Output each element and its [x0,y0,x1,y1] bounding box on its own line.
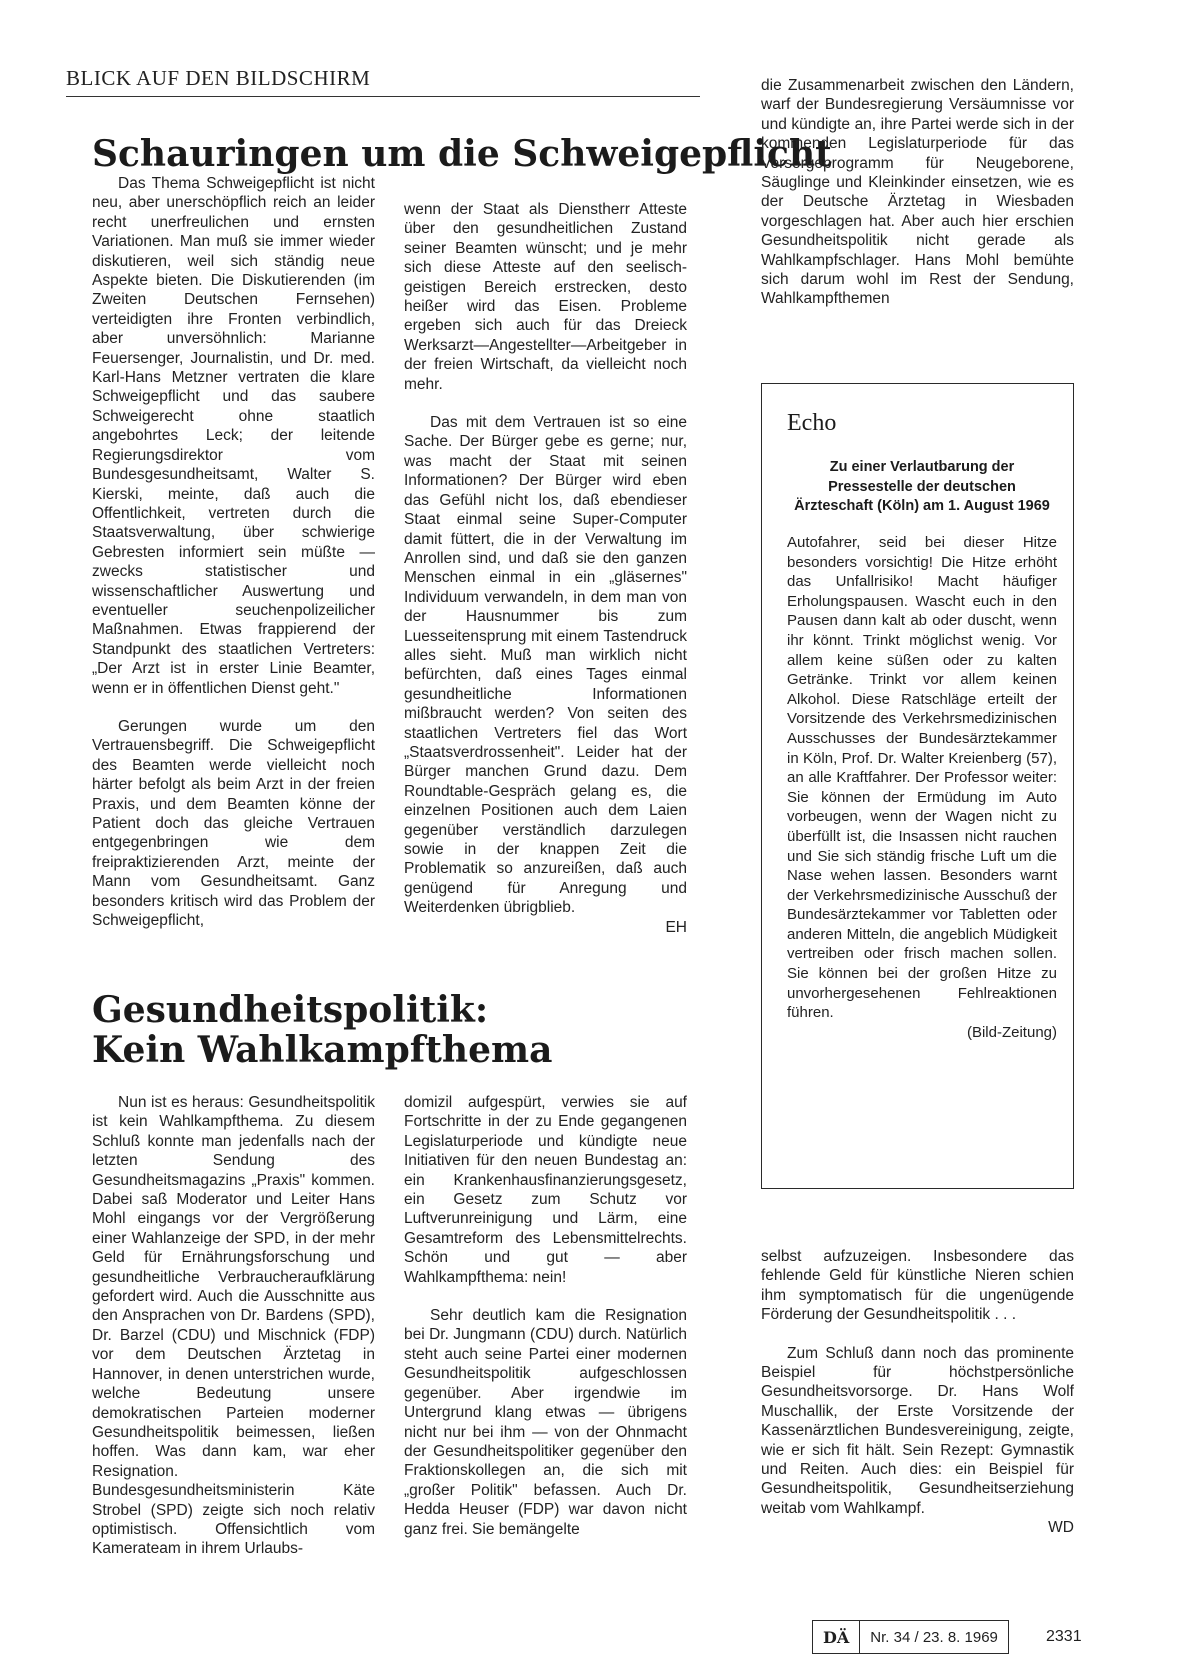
article1-signature: EH [665,918,687,936]
echo-body-container [787,533,1057,1042]
section-kicker: BLICK AUF DEN BILDSCHIRM [66,66,371,90]
article1-column1 [92,174,375,930]
issue-label: Nr. 34 / 23. 8. 1969 [870,1628,998,1646]
article2-title-line1: Gesundheitspolitik: [92,989,489,1031]
article2-column3-top [761,76,1074,309]
article1-title: Schauringen um die Schweigepflicht [92,133,832,175]
article2-column2 [404,1093,687,1539]
article1-column2 [404,200,687,937]
page-number: 2331 [1046,1628,1082,1645]
kicker-divider [66,96,700,97]
article1-col2-para2: Das mit dem Vertrauen ist so eine Sache. Der Bürger gebe es gerne; nur, was macht der Staat mit seinen Informationen? Der Bürger wird eben das Gefühl nicht los, daß ebendieser Staat einmal seine Super-Computer damit füttert, die in der Verwaltung im Anrollen sind, und daß sie den ganzen Menschen einmal in ein „gläsernes" Individuum verwandeln, in dem man von der Hausnummer bis zum Luesseitensprung mit einem Tastendruck alles sieht. Muß man wirklich nicht befürchten, daß eines Tages einmal gesundheitliche Informationen mißbraucht werden? Von seiten des staatlichen Vertreters fiel das Wort „Staatsverdrossenheit". Leider hat der Bürger manchen Grund dazu. Dem Roundtable-Gespräch gelang es, die einzelnen Positionen auch dem Laien gegenüber verständlich darzulegen sowie in der knappen Zeit die Problematik so anzureißen, daß auch genügend für Anregung und Weiterdenken übrigblieb. [404,414,687,917]
article1-col2-para1: wenn der Staat als Dienstherr Atteste über den gesundheitlichen Zustand seiner Beamten wünscht; und je mehr sich diese Atteste auf den seelisch-geistigen Bereich erstrecken, desto heißer wird das Eisen. Probleme ergeben sich auch für das Dreieck Werksarzt—Angestellter—Arbeitgeber in der freien Wirtschaft, da vielleicht noch mehr. [404,201,687,393]
article1-col1-para2: Gerungen wurde um den Vertrauensbegriff. Die Schweigepflicht des Beamten werde vielleicht noch härter befolgt als beim Arzt in der freien Praxis, und dem Beamten könne der Patient doch das gleiche Vertrauen entgegenbringen wie dem freipraktizierenden Arzt, meinte der Mann vom Gesundheitsamt. Ganz besonders kritisch wird das Problem der Schweigepflicht, [92,717,375,930]
article2-col2-para1: domizil aufgespürt, verwies sie auf Fortschritte in der zu Ende gegangenen Legislaturperiode und kündigte neue Initiativen für den neuen Bundestag an: ein Krankenhausfinanzierungsgesetz, ein Gesetz zum Schutz vor Luftverunreinigung und Lärm, eine Gesamtreform des Lebensmittelrechts. Schön und gut — aber Wahlkampfthema: nein! [404,1094,687,1286]
article2-col2-para2: Sehr deutlich kam die Resignation bei Dr. Jungmann (CDU) durch. Natürlich steht auch seine Partei einer modernen Gesundheitspolitik aufgeschlossen gegenüber. Aber irgendwie im Untergrund klang etwas — übrigens nicht nur bei ihm — von der Ohnmacht der Gesundheitspolitiker gegenüber den Fraktionskollegen an, die sich mit „großer Politik" befassen. Auch Dr. Hedda Heuser (FDP) war davon nicht ganz frei. Sie bemängelte [404,1307,687,1538]
journal-logo: DÄ [813,1621,860,1653]
article2-title-line2: Kein Wahlkampfthema [92,1029,553,1072]
article2-signature: WD [1048,1519,1074,1537]
article2-col3-bottom-para2: Zum Schluß dann noch das prominente Beispiel für höchstpersönliche Gesundheitsvorsorge. Dr. Hans Wolf Muschallik, der Erste Vorsitzende der Kassenärztlichen Bundesvereinigung, zeigte, wie er sich fit hält. Sein Rezept: Gymnastik und Reiten. Auch dies: ein Beispiel für Gesundheitspolitik, Gesundheitserziehung weitab vom Wahlkampf. [761,1344,1074,1517]
article1-col1-para1: Das Thema Schweigepflicht ist nicht neu, aber unerschöpflich reich an leider recht unerfreulichen und ernsten Variationen. Man muß sie immer wieder diskutieren, weil sich ständig neue Aspekte bieten. Die Diskutierenden (im Zweiten Deutschen Fernsehen) verteidigten ihre Fronten verbindlich, aber unversöhnlich: Marianne Feuersenger, Journalistin, und Dr. med. Karl-Hans Metzner vertraten die klare Schweigepflicht und das saubere Schweigerecht ohne staatlich angebohrtes Leck; der leitende Regierungsdirektor vom Bundesgesundheitsamt, Walter S. Kierski, meinte, daß auch die Offentlichkeit, vertreten durch die Staatsverwaltung, über schwierige Gebresten informiert sein müßte — zwecks statistischer und wissenschaftlicher Auswertung und eventueller seuchenpolizeilicher Maßnahmen. Etwas frappierend der Standpunkt des staatlichen Vertreters: „Der Arzt ist in erster Linie Beamter, wenn er in öffentlichen Dienst geht." [92,175,375,697]
echo-body: Autofahrer, seid bei dieser Hitze besonders vorsichtig! Die Hitze erhöht das Unfallrisiko! Macht häufiger Erholungspausen. Wascht euch in den Pausen dann kalt ab oder duscht, wenn ihr könnt. Trinkt möglichst wenig. Vor allem keine süßen oder zu kalten Getränke. Trinkt vor allem keinen Alkohol. Diese Ratschläge erteilt der Vorsitzende des Verkehrsmedizinischen Ausschusses der Bundesärztekammer in Köln, Prof. Dr. Walter Kreienberg (57), an alle Kraftfahrer. Der Professor weiter: Sie können der Ermüdung im Auto vorbeugen, wenn der Wagen nicht zu überfüllt ist, die Insassen nicht rauchen und Sie sich ständig frische Luft um die Nase wehen lassen. Besonders warnt der Verkehrsmedizinische Ausschuß der Bundesärztekammer vor Tabletten oder anderen Mitteln, die angeblich Müdigkeit vertreiben oder frisch machen sollen. Sie können bei der großen Hitze zu unvorhergesehenen Fehlreaktionen führen. [787,534,1057,1022]
article2-column1 [92,1093,375,1559]
article2-title [92,990,692,1071]
echo-subtitle: Zu einer Verlautbarung der Pressestelle der deutschen Ärzteschaft (Köln) am 1. August 1969 [794,459,1050,514]
article2-column3-bottom [761,1247,1074,1538]
article2-col3-top-para1: die Zusammenarbeit zwischen den Ländern, warf der Bundesregierung Versäumnisse vor und kündigte an, ihre Partei werde sich in der kommenden Legislaturperiode für das Vorsorgeprogramm für Neugeborene, Säuglinge und Kleinkinder einsetzen, wie es der Deutsche Ärztetag in Wiesbaden vorgeschlagen hat. Aber auch hier erschien Gesundheitspolitik nicht gerade als Wahlkampfschlager. Hans Mohl bemühte sich darum wohl im Rest der Sendung, Wahlkampfthemen [761,77,1074,308]
echo-source: (Bild-Zeitung) [966,1023,1057,1041]
article2-col1-para1: Nun ist es heraus: Gesundheitspolitik ist kein Wahlkampfthema. Zu diesem Schluß konnte man jedenfalls nach der letzten Sendung des Gesundheitsmagazins „Praxis" kommen. Dabei saß Moderator und Leiter Hans Mohl eingangs vor der Vergrößerung einer Wahlanzeige der SPD, in der mehr Geld für Ernährungsforschung und gesundheitliche Verbraucheraufklärung gefordert wird. Auch die Ausschnitte aus den Ansprachen von Dr. Bardens (SPD), Dr. Barzel (CDU) und Mischnick (FDP) vor dem Deutschen Ärztetag in Hannover, in denen unterstrichen wurde, welche Bedeutung unsere demokratischen Parteien moderner Gesundheitspolitik beimessen, ließen hoffen. Was dann kam, war eher Resignation. Bundesgesundheitsministerin Käte Strobel (SPD) zeigte sich noch relativ optimistisch. Offensichtlich vom Kamerateam in ihrem Urlaubs- [92,1094,375,1558]
footer-issue-box [812,1620,1009,1654]
echo-title: Echo [787,410,837,436]
article2-col3-bottom-para1: selbst aufzuzeigen. Insbesondere das fehlende Geld für künstliche Nieren schien ihm symptomatisch für die ungenügende Förderung der Gesundheitspolitik . . . [761,1248,1074,1324]
